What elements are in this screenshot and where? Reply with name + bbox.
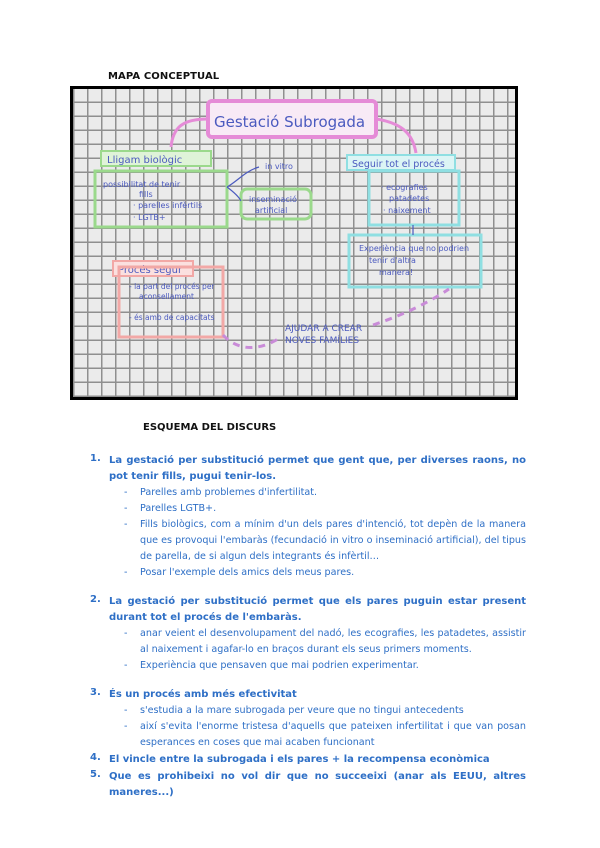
list-item: - Parelles LGTB+.: [124, 503, 217, 514]
section-number: 4.: [90, 752, 101, 763]
list-item-text: Parelles LGTB+.: [140, 503, 217, 514]
help-line-1: AJUDAR A CREAR: [285, 324, 363, 334]
section-number: 5.: [90, 769, 101, 780]
list-item-text: Experiència que pensaven que mai podrien experimentar.: [140, 660, 419, 671]
arrow-to-process: [376, 119, 416, 153]
arrow-to-bio: [171, 119, 208, 147]
invitro-label: in vitro: [265, 162, 293, 171]
bio-line-4: · LGTB+: [133, 213, 166, 222]
experience-line-2: tenir d'altra: [369, 256, 416, 265]
section-number: 2.: [90, 594, 101, 605]
center-label: Gestació Subrogada: [214, 113, 366, 131]
bio-line-1: possibilitat de tenir: [103, 180, 181, 189]
list-item-text: Parelles amb problemes d'infertilitat.: [140, 487, 318, 498]
list-item-text: Posar l'exemple dels amics dels meus pares.: [140, 567, 355, 578]
speech-outline-heading: ESQUEMA DEL DISCURS: [143, 422, 277, 433]
safe-line-1: - la part del procés per: [129, 282, 215, 291]
section-number: 3.: [90, 687, 101, 698]
safe-line-2: aconsellament: [139, 292, 194, 301]
help-line-2: NOVES FAMÍLIES: [285, 336, 360, 346]
list-item: - anar veient el desenvolupament del nadó, les ecografies, les patadetes, assistir al naixement i agafar-lo en braços durant els seus primers moments.: [124, 628, 526, 655]
bio-line-3: · parelles infèrtils: [133, 201, 203, 210]
concept-map-photo: [70, 86, 518, 400]
process-line-3: · naixement: [383, 206, 431, 215]
section-title: Que es prohibeixi no vol dir que no succeeixi (anar als EEUU, altres maneres...): [109, 771, 526, 798]
list-item: - Fills biològics, com a mínim d'un dels pares d'intenció, tot depèn de la manera que es provoqui l'embaràs (fecundació in vitro o inseminació artificial), del tipus de parella, de si algun dels integrants és infèrtil…: [124, 519, 526, 562]
list-item: - Posar l'exemple dels amics dels meus pares.: [124, 567, 355, 578]
outline-section-5: [86, 769, 526, 801]
arrow-insemination: [227, 187, 241, 201]
concept-map-heading: MAPA CONCEPTUAL: [108, 71, 220, 82]
outline-section-1: [86, 453, 526, 581]
outline-section-3: [86, 687, 526, 751]
section-title: La gestació per substitució permet que gent que, per diverses raons, no pot tenir fills, pugui tenir-los.: [109, 455, 526, 482]
outline-section-4: [86, 752, 526, 768]
experience-line-1: Experiència que no podrien: [359, 244, 470, 253]
process-line-1: · ecografies: [381, 183, 428, 192]
dashed-link-right: [373, 289, 449, 325]
list-item-text: així s'evita l'enorme tristesa d'aquells que pateixen infertilitat i que van posan esperances en coses que mai acaben funcionant: [140, 721, 526, 748]
list-item-text: s'estudia a la mare subrogada per veure que no tingui antecedents: [140, 705, 464, 716]
experience-line-3: manera!: [379, 268, 414, 277]
list-item: - Experiència que pensaven que mai podrien experimentar.: [124, 660, 419, 671]
concept-map-drawing: [73, 89, 515, 397]
process-line-2: patadetes: [389, 194, 430, 203]
safe-line-3: - és amb de capacitats: [129, 313, 215, 322]
list-item: - així s'evita l'enorme tristesa d'aquells que pateixen infertilitat i que van posan esperances en coses que mai acaben funcionant: [124, 721, 526, 748]
speech-outline: [86, 453, 526, 802]
list-item: - s'estudia a la mare subrogada per veure que no tingui antecedents: [124, 705, 464, 716]
section-title: La gestació per substitució permet que els pares puguin estar present durant tot el procés de l'embaràs.: [109, 596, 526, 623]
list-item: - Parelles amb problemes d'infertilitat.: [124, 487, 318, 498]
safe-box: [119, 267, 223, 337]
arrow-invitro: [227, 167, 259, 187]
insemination-line-1: inseminació: [249, 195, 297, 204]
safe-label: Procés segur: [118, 265, 183, 276]
bio-label: Lligam biològic: [107, 155, 183, 166]
list-item-text: anar veient el desenvolupament del nadó, les ecografies, les patadetes, assistir al naixement i agafar-lo en braços durant els seus primers moments.: [140, 628, 526, 655]
section-title: El vincle entre la subrogada i els pares + la recompensa econòmica: [109, 754, 490, 765]
outline-section-2: [86, 594, 526, 674]
process-label: Seguir tot el procés: [352, 159, 445, 170]
insemination-line-2: artificial: [255, 206, 288, 215]
section-title: És un procés amb més efectivitat: [109, 689, 297, 700]
list-item-text: Fills biològics, com a mínim d'un dels pares d'intenció, tot depèn de la manera que es provoqui l'embaràs (fecundació in vitro o inseminació artificial), del tipus de parella, de si algun dels integrants és infèrtil…: [140, 519, 526, 562]
bio-line-2: fills: [139, 190, 153, 199]
dashed-link-left: [223, 335, 278, 348]
section-number: 1.: [90, 453, 101, 464]
